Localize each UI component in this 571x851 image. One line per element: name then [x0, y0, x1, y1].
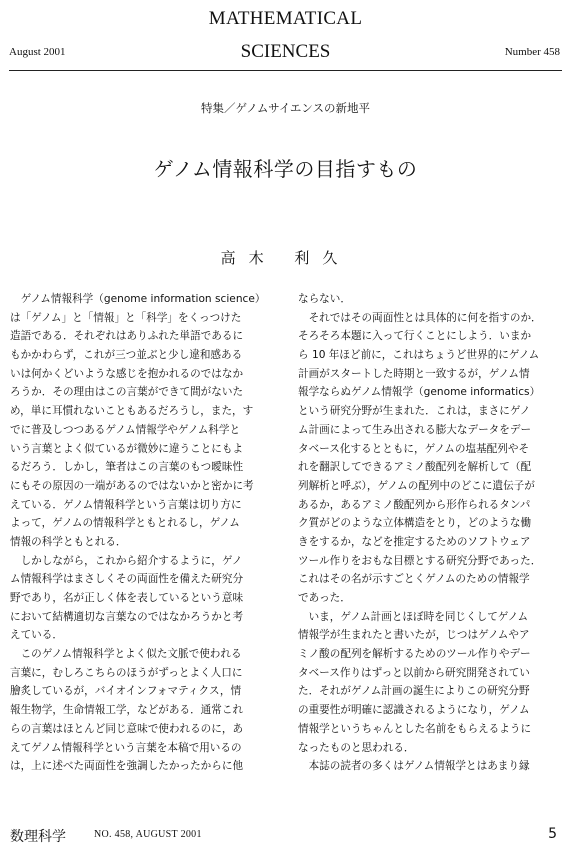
body-text-line: いま，ゲノム計画とほぼ時を同じくしてゲノム — [298, 610, 529, 623]
body-text-line: えている． — [10, 629, 63, 642]
body-text-line: ツール作りをおもな目標とする研究分野であった． — [298, 554, 542, 567]
article-title: ゲノム情報科学の目指すもの — [153, 157, 418, 181]
body-text-line: にもその原因の一端があるのではないかと密かに考 — [10, 479, 254, 492]
issue-number: Number 458 — [504, 46, 560, 58]
body-text-line: 報学ならぬゲノム情報学（genome informatics） — [298, 386, 541, 399]
left-column — [10, 290, 272, 776]
body-text-line: 言葉に，むしろこちらのほうがずっとよく人口に — [10, 666, 243, 679]
issue-date: August 2001 — [9, 46, 66, 58]
body-text-line: において結構適切な言葉なのではなかろうかと考 — [10, 610, 244, 623]
body-text-line: それではその両面性とは具体的に何を指すのか． — [298, 311, 542, 324]
body-text-line: ム情報科学はまさしくその両面性を備えた研究分 — [10, 573, 244, 586]
body-text-line: ミノ酸の配列を解析するためのツール作りやデー — [298, 648, 531, 661]
body-text-line: でに普及しつつあるゲノム情報学やゲノム科学と — [10, 423, 241, 436]
magazine-title-line2: SCIENCES — [240, 41, 331, 62]
body-text-line: これはその名が示すごとくゲノムのための情報学 — [298, 573, 530, 586]
body-text-line: め，単に耳慣れないこともあるだろうし，また，す — [10, 405, 254, 418]
body-text-line: ク質がどのような立体構造をとり，どのような働 — [298, 517, 532, 530]
body-text-line: ら 10 年ほど前に，これはちょうど世界的にゲノム — [298, 349, 540, 362]
body-text-line: た．それがゲノム計画の誕生によりこの研究分野 — [298, 685, 530, 698]
body-text-line: いう言葉とよく似ているが微妙に違うことにもよ — [10, 442, 244, 455]
body-text-line: ならない． — [298, 293, 351, 305]
body-text-line: 本誌の読者の多くはゲノム情報学とはあまり縁 — [298, 760, 530, 773]
body-text-line: タベース作りはずっと以前から研究開発されてい — [298, 666, 530, 679]
body-text-line: 情報の科学ともとれる． — [10, 535, 127, 548]
body-text-line: 造語である．それぞれはありふれた単語であるに — [10, 330, 244, 343]
body-text-line: えてゲノム情報科学という言葉を本稿で用いるの — [10, 741, 242, 754]
page-number: 5 — [548, 826, 557, 842]
body-text-line: よって，ゲノムの情報科学ともとれるし，ゲノム — [10, 517, 240, 530]
header-rule — [9, 70, 562, 71]
footer-issue: NO. 458, AUGUST 2001 — [94, 829, 202, 840]
body-text-line: るだろう．しかし，筆者はこの言葉のもつ曖昧性 — [10, 461, 244, 474]
body-text-line: タベース化するとともに，ゲノムの塩基配列やそ — [298, 442, 530, 455]
body-text-line: は「ゲノム」と「情報」と「科学」をくっつけた — [10, 311, 242, 324]
body-text-line: このゲノム情報科学とよく似た文脈で使われる — [10, 648, 242, 661]
body-text-line: 計画がスタートした時期と一致するが，ゲノム情 — [298, 367, 530, 380]
body-text-line: 情報学が生まれたと書いたが，じつはゲノムやア — [298, 629, 530, 642]
body-text-line: そろそろ本題に入って行くことにしよう．いまか — [298, 330, 532, 343]
body-text-line: らの言葉はほとんど同じ意味で使われるのに，あ — [10, 722, 244, 735]
body-text-line: もかかわらず，これが三つ並ぶと少し違和感ある — [10, 349, 243, 362]
page-header — [0, 0, 571, 70]
body-text-line: 膾炙しているが，バイオインフォマティクス，情 — [10, 685, 242, 698]
body-text-line: の重要性が明確に認識されるようになり，ゲノム — [298, 704, 530, 717]
right-column — [298, 290, 560, 776]
magazine-title-line1: MATHEMATICAL — [208, 8, 363, 29]
body-text-line: きをするか，などを推定するためのソフトウェア — [298, 535, 531, 548]
body-text-line: 列解析と呼ぶ），ゲノムの配列中のどこに遺伝子が — [298, 479, 535, 492]
body-text-line: 情報学というちゃんとした名前をもらえるように — [298, 722, 532, 735]
article-author: 高木 利久 — [220, 249, 351, 267]
body-text-line: ム計画によって生み出される膨大なデータをデー — [298, 423, 532, 436]
body-text-line: れを翻訳してできるアミノ酸配列を解析して（配 — [298, 461, 532, 474]
body-text-line: なったものと思われる． — [298, 741, 415, 754]
body-text-line: あるか，あるアミノ酸配列から形作られるタンパ — [298, 498, 531, 511]
body-text-line: 野であり，名が正しく体を表しているという意味 — [10, 592, 244, 604]
body-text-line: えている．ゲノム情報科学という言葉は切り方に — [10, 498, 242, 511]
feature-heading: 特集／ゲノムサイエンスの新地平 — [200, 101, 371, 115]
body-text-line: しかしながら，これから紹介するように，ゲノ — [10, 554, 243, 567]
body-text-line: であった． — [298, 592, 351, 604]
body-text-line: 報生物学，生命情報工学，などがある．通常これ — [10, 704, 244, 717]
body-text-line: は，上に述べた両面性を強調したかったからに他 — [10, 760, 244, 773]
body-text-line: ろうか．その理由はこの言葉ができて間がないた — [10, 386, 244, 399]
footer-journal: 数理科学 — [10, 829, 66, 845]
body-text-line: いは何かくどいような感じを抱かれるのではなか — [10, 367, 244, 380]
body-text-line: という研究分野が生まれた．これは，まさにゲノ — [298, 405, 531, 418]
body-text-line: ゲノム情報科学（genome information science） — [10, 293, 266, 305]
